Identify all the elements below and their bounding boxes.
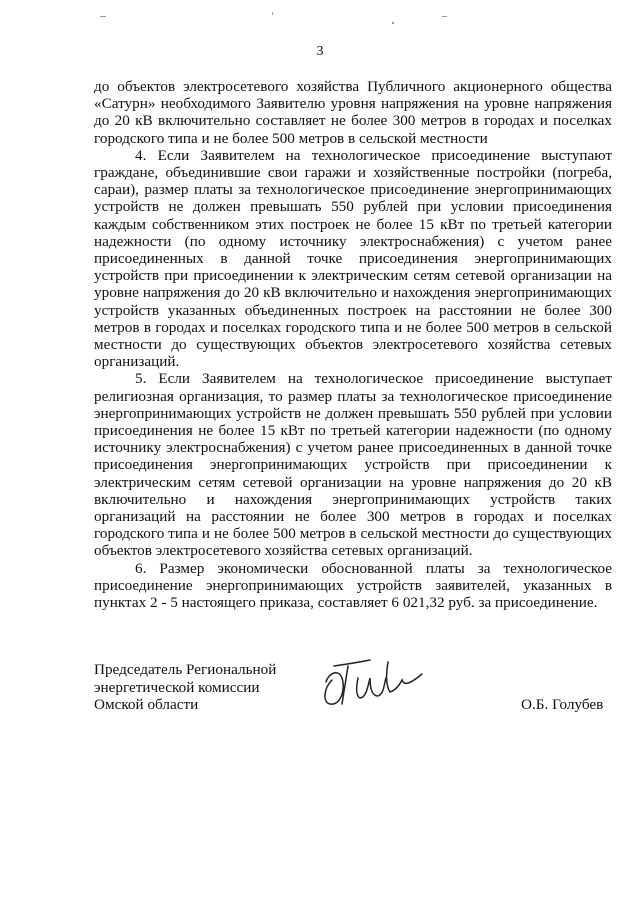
handwritten-signature [318, 654, 430, 712]
signatory-name: О.Б. Голубев [521, 696, 604, 713]
signatory-title [94, 661, 276, 714]
scan-artifact [100, 16, 106, 17]
signatory-title-line: Омской области [94, 696, 199, 714]
scan-artifact [442, 16, 447, 17]
scan-artifact [392, 22, 394, 24]
paragraph-continuation: до объектов электросетевого хозяйства Публичного акционерного общества «Сатурн» необходимого Заявителю уровня напряжения на уровне напряжения до 20 кВ включительно составляет не более 300 метров в городах и поселках городского типа и не более 500 метров в сельской местности [94, 78, 612, 147]
scan-artifact [272, 12, 273, 15]
paragraph-item-5: 5. Если Заявителем на технологическое присоединение выступает религиозная организация, то размер платы за технологическое присоединение энергопринимающих устройств не должен превышать 550 рублей при условии присоединения не более 15 кВт по третьей категории надежности (по одному источнику электроснабжения) с учетом ранее присоединенных в данной точке присоединения энергопринимающих устройств при присоединении к электрическим сетям сетевой организации на уровне напряжения до 20 кВ включительно и нахождения энергопринимающих устройств таких организаций на расстоянии не более 300 метров в городах и поселках городского типа и не более 500 метров в сельской местности до существующих объектов электросетевого хозяйства сетевых организаций. [94, 370, 612, 560]
page-number: 3 [316, 44, 324, 59]
document-body [94, 78, 612, 611]
paragraph-item-6: 6. Размер экономически обоснованной платы за технологическое присоединение энергопринимающих устройств заявителей, указанных в пунктах 2 - 5 настоящего приказа, составляет 6 021,32 руб. за присоединение. [94, 559, 612, 612]
paragraph-item-4: 4. Если Заявителем на технологическое присоединение выступают граждане, объединившие свои гаражи и хозяйственные постройки (погреба, сараи), размер платы за технологическое присоединение энергопринимающих устройств не должен превышать 550 рублей при условии присоединения каждым собственником этих построек не более 15 кВт по третьей категории надежности (по одному источнику электроснабжения) с учетом ранее присоединенных в данной точке присоединения энергопринимающих устройств при присоединении к электрическим сетям сетевой организации на уровне напряжения до 20 кВ включительно и нахождения энергопринимающих устройств указанных объединенных построек на расстоянии не более 300 метров в городах и поселках городского типа и не более 500 метров в сельской местности до существующих объектов электросетевого хозяйства сетевых организаций. [94, 146, 612, 371]
signatory-title-line: Председатель Региональной [94, 661, 277, 678]
signatory-title-line: энергетической комиссии [94, 678, 260, 696]
